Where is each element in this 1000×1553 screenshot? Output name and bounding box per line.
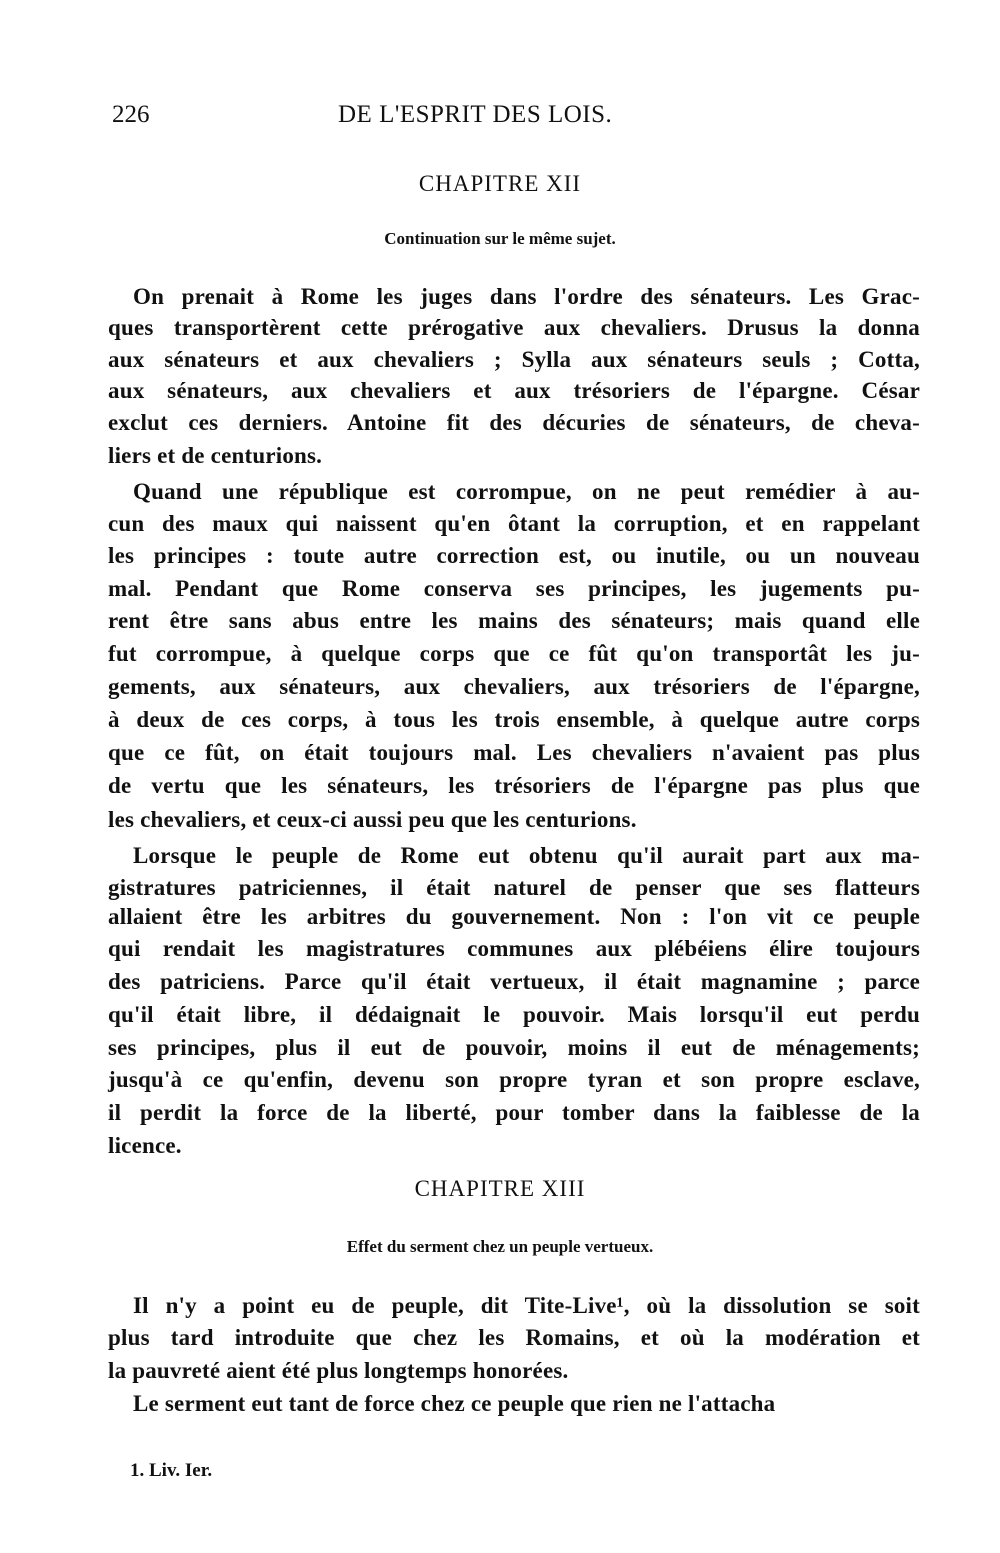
text-line: aux sénateurs, aux chevaliers et aux trésoriers de l'épargne. César: [108, 378, 920, 403]
text-line: ses principes, plus il eut de pouvoir, moins il eut de ménagements;: [108, 1035, 920, 1060]
text-line: liers et de centurions.: [108, 443, 323, 468]
footnote: 1. Liv. Ier.: [130, 1460, 213, 1481]
text-line: qui rendait les magistratures communes aux plébéiens élire toujours: [108, 936, 920, 961]
text-line: jusqu'à ce qu'enfin, devenu son propre tyran et son propre esclave,: [108, 1067, 920, 1092]
text-line: mal. Pendant que Rome conserva ses principes, les jugements pu-: [108, 576, 920, 601]
text-line: les chevaliers, et ceux-ci aussi peu que les centurions.: [108, 807, 637, 832]
text-line: à deux de ces corps, à tous les trois ensemble, à quelque autre corps: [108, 707, 920, 732]
text-line: des patriciens. Parce qu'il était vertueux, il était magnamine ; parce: [108, 969, 920, 994]
text-line: cun des maux qui naissent qu'en ôtant la corruption, et en rappelant: [108, 511, 920, 536]
text-line: plus tard introduite que chez les Romains, et où la modération et: [108, 1325, 920, 1350]
text-line: gements, aux sénateurs, aux chevaliers, aux trésoriers de l'épargne,: [108, 674, 920, 699]
text-line: il perdit la force de la liberté, pour tomber dans la faiblesse de la: [108, 1100, 920, 1125]
chapter-12-subtitle: Continuation sur le même sujet.: [384, 229, 616, 248]
text-line: exclut ces derniers. Antoine fit des décuries de sénateurs, de cheva-: [108, 410, 920, 435]
text-line: Quand une république est corrompue, on ne peut remédier à au-: [133, 479, 920, 504]
text-line: rent être sans abus entre les mains des sénateurs; mais quand elle: [108, 608, 920, 633]
text-line: Lorsque le peuple de Rome eut obtenu qu'il aurait part aux ma-: [133, 843, 920, 868]
text-line: de vertu que les sénateurs, les trésoriers de l'épargne pas plus que: [108, 773, 920, 798]
running-title: DE L'ESPRIT DES LOIS.: [338, 101, 613, 128]
text-line: gistratures patriciennes, il était naturel de penser que ses flatteurs: [108, 875, 920, 900]
chapter-12-title: CHAPITRE XII: [418, 171, 582, 196]
page-number: 226: [112, 101, 150, 128]
text-line: fut corrompue, à quelque corps que ce fût qu'on transportât les ju-: [108, 641, 920, 666]
chapter-13-subtitle: Effet du serment chez un peuple vertueux.: [346, 1237, 654, 1256]
text-line: Il n'y a point eu de peuple, dit Tite-Live¹, où la dissolution se soit: [133, 1293, 920, 1318]
chapter-13-title: CHAPITRE XIII: [414, 1176, 586, 1201]
text-line: allaient être les arbitres du gouvernement. Non : l'on vit ce peuple: [108, 904, 920, 929]
text-line: les principes : toute autre correction est, ou inutile, ou un nouveau: [108, 543, 920, 568]
text-line: qu'il était libre, il dédaignait le pouvoir. Mais lorsqu'il eut perdu: [108, 1002, 920, 1027]
text-line: que ce fût, on était toujours mal. Les chevaliers n'avaient pas plus: [108, 740, 920, 765]
text-line: licence.: [108, 1133, 182, 1158]
text-line: ques transportèrent cette prérogative aux chevaliers. Drusus la donna: [108, 315, 920, 340]
text-line: aux sénateurs et aux chevaliers ; Sylla aux sénateurs seuls ; Cotta,: [108, 347, 920, 372]
text-line: On prenait à Rome les juges dans l'ordre des sénateurs. Les Grac-: [133, 284, 920, 309]
text-line: Le serment eut tant de force chez ce peuple que rien ne l'attacha: [133, 1391, 776, 1416]
text-line: la pauvreté aient été plus longtemps honorées.: [108, 1358, 569, 1383]
